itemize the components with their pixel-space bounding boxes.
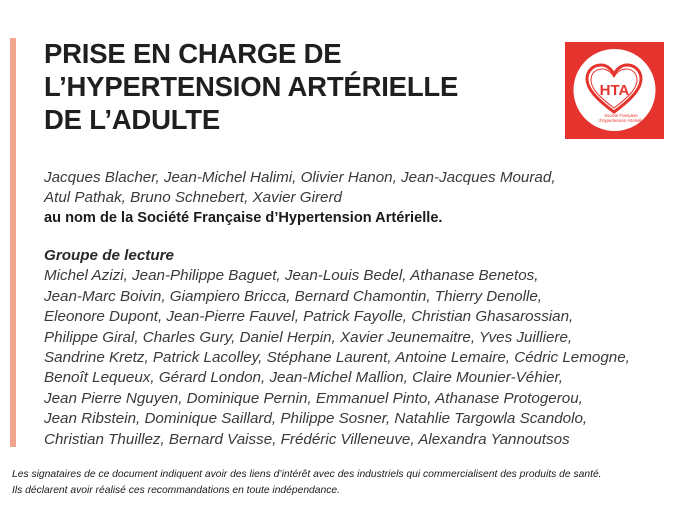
title-line-2: L’HYPERTENSION ARTÉRIELLE bbox=[44, 71, 459, 102]
reading-group-block bbox=[44, 246, 684, 450]
reading-group-heading: Groupe de lecture bbox=[44, 247, 174, 264]
reading-group-line: Jean-Marc Boivin, Giampiero Bricca, Bernard Chamontin, Thierry Denolle, bbox=[44, 287, 543, 305]
authors-block bbox=[44, 168, 664, 228]
sfhta-logo bbox=[565, 42, 664, 139]
reading-group-line: Sandrine Kretz, Patrick Lacolley, Stéphane Laurent, Antoine Lemaire, Cédric Lemogne, bbox=[44, 349, 630, 367]
logo-caption-2: d'Hypertension Artérielle bbox=[598, 118, 644, 123]
reading-group-line: Michel Azizi, Jean-Philippe Baguet, Jean-Louis Bedel, Athanase Benetos, bbox=[44, 267, 539, 285]
disclaimer bbox=[12, 467, 682, 498]
reading-group-line: Jean Pierre Nguyen, Dominique Pernin, Emmanuel Pinto, Athanase Protogerou, bbox=[44, 389, 583, 407]
title-line-3: DE L’ADULTE bbox=[44, 104, 221, 135]
document-title bbox=[44, 37, 544, 136]
left-accent-bar bbox=[10, 38, 16, 447]
disclaimer-line-2: Ils déclarent avoir réalisé ces recommandations en toute indépendance. bbox=[12, 484, 340, 496]
disclaimer-line-1: Les signataires de ce document indiquent avoir des liens d’intérêt avec des industriels qui commercialisent des produits de santé. bbox=[12, 469, 602, 480]
reading-group-line: Eleonore Dupont, Jean-Pierre Fauvel, Patrick Fayolle, Christian Ghasarossian, bbox=[44, 308, 574, 326]
logo-acronym: HTA bbox=[599, 82, 630, 99]
reading-group-line: Christian Thuillez, Bernard Vaisse, Frédéric Villeneuve, Alexandra Yannoutsos bbox=[44, 430, 570, 448]
reading-group-line: Philippe Giral, Charles Gury, Daniel Herpin, Xavier Jeunemaitre, Yves Juilliere, bbox=[44, 328, 573, 346]
on-behalf-line: au nom de la Société Française d’Hypertension Artérielle. bbox=[44, 210, 443, 226]
title-line-1: PRISE EN CHARGE DE bbox=[44, 38, 342, 69]
logo-caption-1: Société Française bbox=[604, 113, 638, 118]
hta-heart-icon bbox=[565, 42, 664, 139]
authors-line-1: Jacques Blacher, Jean-Michel Halimi, Olivier Hanon, Jean-Jacques Mourad, bbox=[44, 169, 556, 186]
authors-line-2: Atul Pathak, Bruno Schnebert, Xavier Girerd bbox=[44, 189, 342, 206]
reading-group-line: Benoît Lequeux, Gérard London, Jean-Michel Mallion, Claire Mounier-Véhier, bbox=[44, 369, 563, 387]
reading-group-line: Jean Ribstein, Dominique Saillard, Philippe Sosner, Natahlie Targowla Scandolo, bbox=[44, 410, 588, 428]
